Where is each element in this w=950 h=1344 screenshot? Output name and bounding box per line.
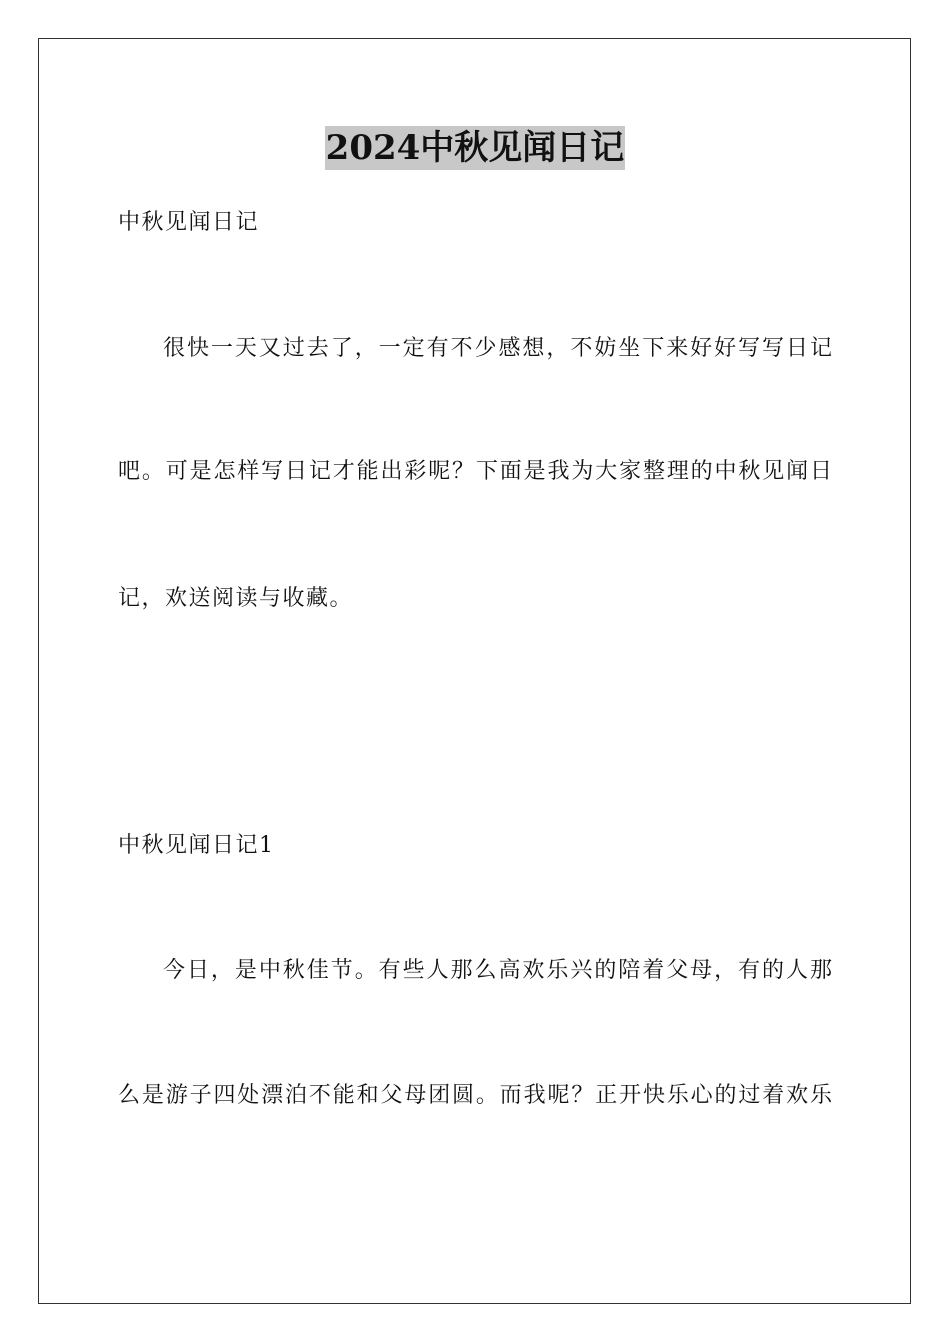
section-heading: 中秋见闻日记1 xyxy=(118,833,275,858)
intro-line-1: 很快一天又过去了，一定有不少感想，不妨坐下来好好写写日记 xyxy=(163,336,832,361)
body-line-1: 今日，是中秋佳节。有些人那么高欢乐兴的陪着父母，有的人那 xyxy=(163,958,832,983)
document-title: 2024中秋见闻日记 xyxy=(325,128,625,168)
intro-line-3: 记，欢送阅读与收藏。 xyxy=(118,586,354,611)
intro-line-2: 吧。可是怎样写日记才能出彩呢？下面是我为大家整理的中秋见闻日 xyxy=(118,459,832,484)
title-container xyxy=(0,126,950,170)
body-line-2: 么是游子四处漂泊不能和父母团圆。而我呢？正开快乐心的过着欢乐 xyxy=(118,1083,832,1108)
subtitle: 中秋见闻日记 xyxy=(118,210,260,235)
